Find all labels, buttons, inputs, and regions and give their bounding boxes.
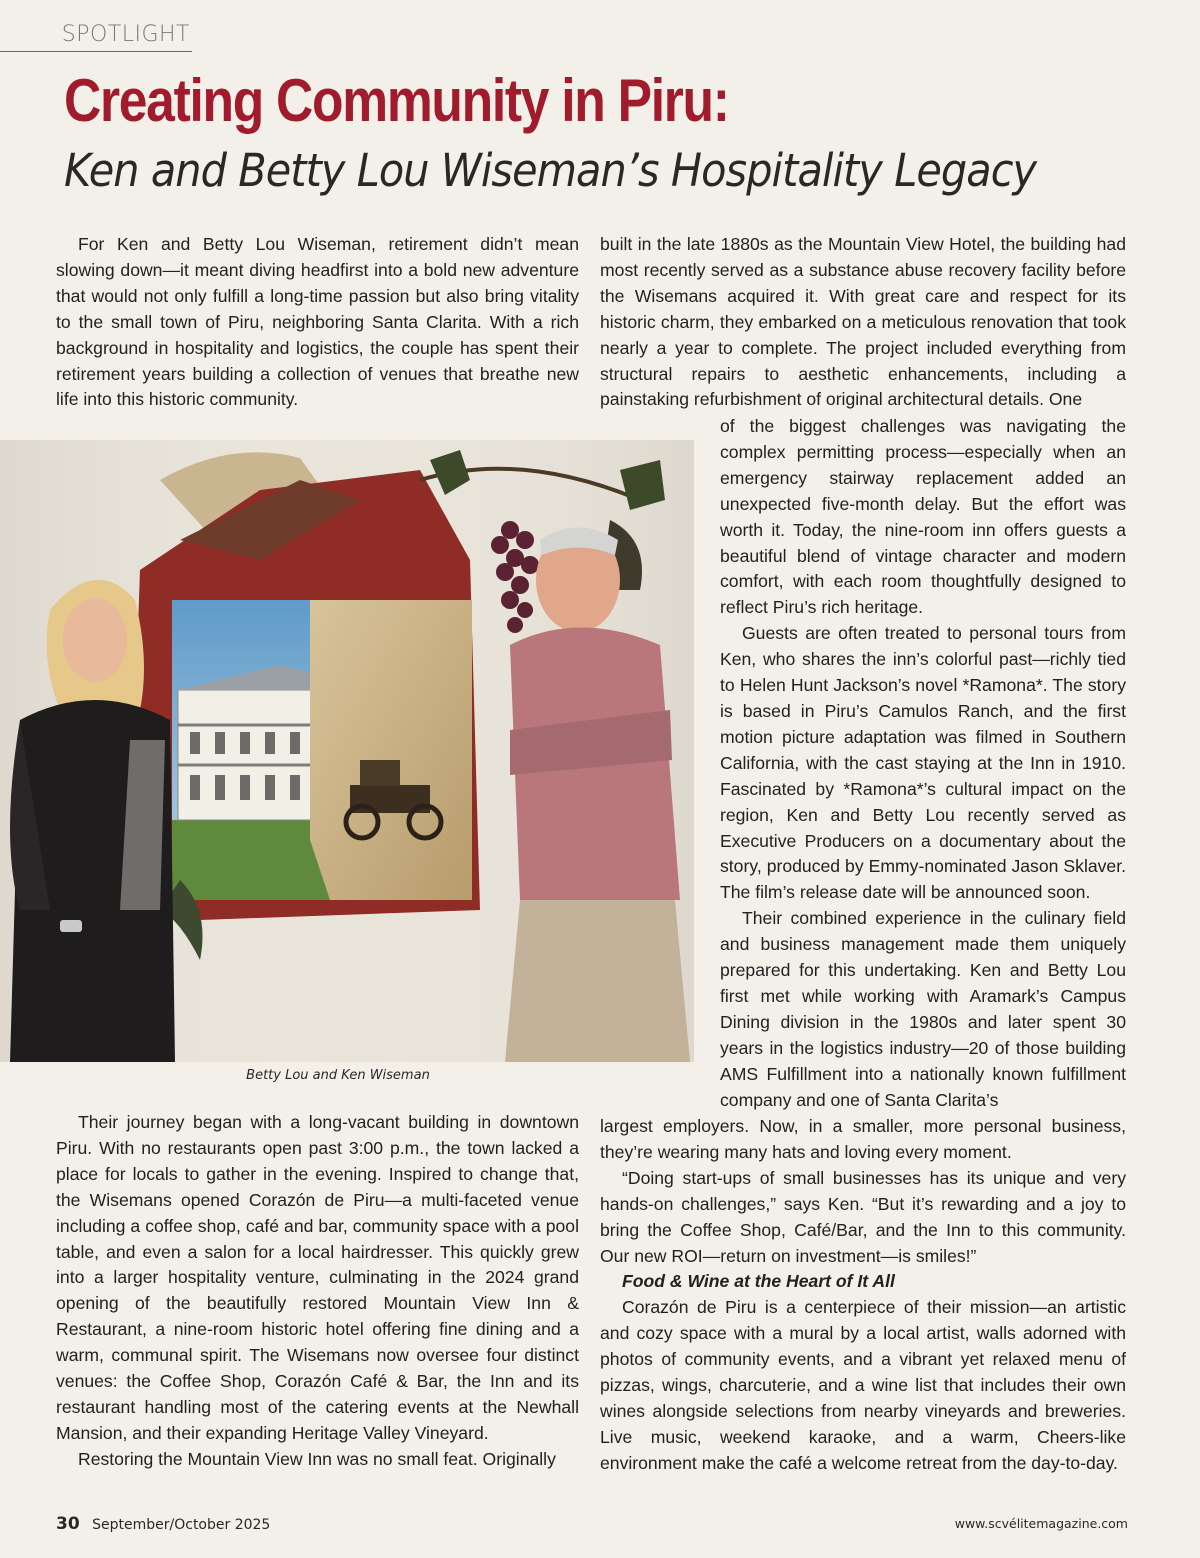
- column2-bottom: [600, 1114, 1126, 1477]
- headline: Creating Community in Piru:: [64, 67, 729, 134]
- food-wine-subhead: Food & Wine at the Heart of It All: [622, 1271, 895, 1292]
- experience-paragraph: Their combined experience in the culinary field and business management made them uniquely prepared for this undertaking. Ken and Betty Lou first met while working with Aramark’s Campus Dining division in the 1980s and later spent 30 years in the logistics industry—20 of those building AMS Fulfillment into a nationally known fulfillment company and one of Santa Clarita’s: [720, 908, 1126, 1110]
- journey-paragraph: Their journey began with a long-vacant building in downtown Piru. With no restaurants open past 3:00 p.m., the town lacked a place for locals to gather in the evening. Inspired to change that, the Wisemans opened Corazón de Piru—a multi-faceted venue including a coffee shop, café and bar, community space with a pool table, and even a salon for a local hairdresser. This quickly grew into a larger hospitality venture, culminating in the 2024 grand opening of the beautifully restored Mountain View Inn & Restaurant, a nine-room historic hotel offering fine dining and a warm, communal spirit. The Wisemans now oversee four distinct venues: the Coffee Shop, Corazón Café & Bar, the Inn and its restaurant handling most of the catering events at the Newhall Mansion, and their expanding Heritage Valley Vineyard.: [56, 1112, 579, 1443]
- employers-paragraph: largest employers. Now, in a smaller, more personal business, they’re wearing many hats and loving every moment.: [600, 1116, 1126, 1162]
- section-tag: [0, 22, 192, 52]
- photo-caption: Betty Lou and Ken Wiseman: [246, 1068, 430, 1083]
- folio: [56, 1514, 270, 1534]
- column1-top: [56, 232, 579, 413]
- quote-paragraph: “Doing start-ups of small businesses has its unique and very hands-on challenges,” says Ken. “But it’s rewarding and a joy to bring the Coffee Shop, Café/Bar, and the Inn to this community. Our new ROI—return on investment—is smiles!”: [600, 1167, 1126, 1266]
- mural-sepia-half: [310, 600, 472, 900]
- restoration-paragraph: built in the late 1880s as the Mountain View Hotel, the building had most recently served as a substance abuse recovery facility before the Wisemans acquired it. With great care and respect for its historic charm, they embarked on a meticulous renovation that took nearly a year to complete. The project included everything from structural repairs to aesthetic enhancements, including a painstaking refurbishment of original architectural details. One: [600, 234, 1126, 410]
- intro-paragraph: For Ken and Betty Lou Wiseman, retirement didn’t mean slowing down—it meant diving headfirst into a bold new adventure that would not only fulfill a long-time passion but also bring vitality to the small town of Piru, neighboring Santa Clarita. With a rich background in hospitality and logistics, the couple has spent their retirement years building a collection of venues that breathe new life into this historic community.: [56, 234, 579, 410]
- mural-photo-illustration: [0, 440, 694, 1062]
- corazon-paragraph: Corazón de Piru is a centerpiece of their mission—an artistic and cozy space with a mural by a local artist, walls adorned with photos of community events, and a vibrant yet relaxed menu of pizzas, wings, charcuterie, and a wine list that includes their own wines alongside selections from nearby vineyards and breweries. Live music, weekend karaoke, and a warm, Cheers-like environment make the café a welcome retreat from the day-to-day.: [600, 1297, 1126, 1473]
- column2-middle: [720, 414, 1126, 1113]
- issue-date: September/October 2025: [92, 1517, 271, 1533]
- website-url: www.scvélitemagazine.com: [954, 1516, 1128, 1531]
- permitting-paragraph: of the biggest challenges was navigating the complex permitting process—especially when an emergency stairway replacement added an unexpected five-month delay. But the effort was worth it. Today, the nine-room inn offers guests a beautiful blend of vintage character and modern comfort, with each room thoughtfully designed to reflect Piru’s rich heritage.: [720, 416, 1126, 618]
- tours-paragraph: Guests are often treated to personal tours from Ken, who shares the inn’s colorful past—richly tied to Helen Hunt Jackson’s novel *Ramona*. The story is based in Piru’s Camulos Ranch, and the first motion picture adaptation was filmed in Southern California, with the cast staying at the Inn in 1910. Fascinated by *Ramona*’s cultural impact on the region, Ken and Betty Lou recently served as Executive Producers on a documentary about the story, produced by Emmy-nominated Jason Sklaver. The film’s release date will be announced soon.: [720, 623, 1126, 903]
- subheadline: Ken and Betty Lou Wiseman’s Hospitality Legacy: [64, 144, 1037, 197]
- restoring-paragraph: Restoring the Mountain View Inn was no small feat. Originally: [78, 1448, 556, 1469]
- column2-top: [600, 232, 1126, 413]
- column1-bottom: [56, 1110, 579, 1473]
- page-number: 30: [56, 1514, 80, 1534]
- couple-photo: [0, 440, 694, 1062]
- section-label: SPOTLIGHT: [61, 22, 190, 47]
